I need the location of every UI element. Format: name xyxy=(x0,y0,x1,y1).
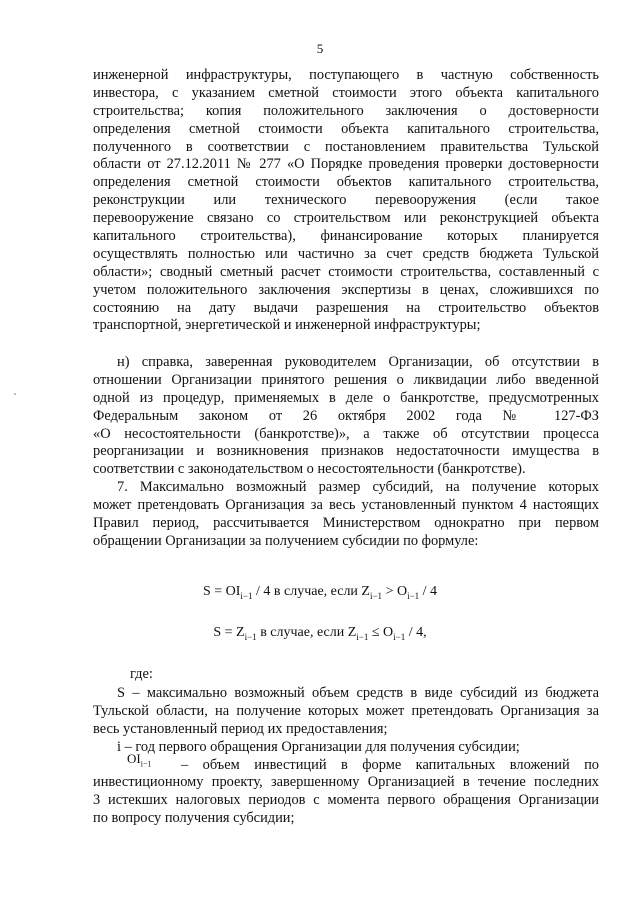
text-line: может претендовать Организация за весь установленный пунктом 4 настоящих xyxy=(93,497,599,514)
formula-subscript: i−1 xyxy=(393,631,406,642)
text-line: весь установленный период их предоставления; xyxy=(93,720,388,737)
formula-subscript: i−1 xyxy=(244,631,257,642)
paragraph-infrastructure-documents xyxy=(93,67,599,335)
paragraph-definitions xyxy=(93,685,599,828)
text-line: i – год первого обращения Организации для получения субсидии; xyxy=(117,738,520,755)
text-line: инвестора, с указанием сметной стоимости этого объекта капитального xyxy=(93,84,599,101)
text-line: соответствии с законодательством о несостоятельности (банкротстве). xyxy=(93,461,526,478)
oi-symbol xyxy=(127,750,151,774)
text-line: перевооружение связано со строительством или реконструкцией объекта xyxy=(93,210,599,227)
text-line: одной из процедур, применяемых в деле о банкротстве, предусмотренных xyxy=(93,389,599,406)
text-line: строительства; копия положительного заключения о достоверности xyxy=(93,102,599,119)
text-line: транспортной, энергетической и инженерной инфраструктуры; xyxy=(93,317,481,334)
text-line: осуществлять полностью или частично за счет средств бюджета Тульской xyxy=(93,245,599,262)
formula-part: ≤ O xyxy=(368,625,394,640)
text-line: области от 27.12.2011 № 277 «О Порядке проведения проверки достоверности xyxy=(93,156,599,173)
scan-speck xyxy=(14,393,16,395)
text-line: капитального строительства), финансирование которых планируется xyxy=(93,228,599,245)
text-line: определения сметной стоимости объектов капитального строительства, xyxy=(93,174,599,191)
formula-subscript: i−1 xyxy=(356,631,369,642)
formula-subsidy-case-1 xyxy=(0,584,640,601)
page-number: 5 xyxy=(316,41,324,56)
where-label: где: xyxy=(130,666,153,682)
text-line-content: – объем инвестиций в форме капитальных вложений по xyxy=(181,756,599,773)
text-line: определения сметной стоимости объекта капитального строительства, xyxy=(93,120,599,137)
text-line: 3 истекших налоговых периодов с момента первого обращения Организации xyxy=(93,792,599,809)
text-line: обращении Организации за получением субсидии по формуле: xyxy=(93,532,479,549)
text-line: реконструкции или технического перевооружения (если такое xyxy=(93,192,599,209)
formula-subscript: i−1 xyxy=(240,590,253,601)
text-line: 7. Максимально возможный размер субсидий, на получение которых xyxy=(117,479,599,496)
text-line: реорганизации и возникновения признаков недостаточности имущества в xyxy=(93,443,599,460)
formula-part: в случае, если Z xyxy=(256,625,357,640)
text-line: учетом положительного заключения экспертизы в ценах, сложившихся по xyxy=(93,281,599,298)
text-line: Федеральным законом от 26 октября 2002 года № 127-ФЗ xyxy=(93,407,599,424)
text-line: области»; сводный сметный расчет стоимости строительства, составленный с xyxy=(93,263,599,280)
text-line-oi-definition xyxy=(93,750,599,775)
text-line: н) справка, заверенная руководителем Организации, об отсутствии в xyxy=(117,354,599,370)
formula-part: / 4 xyxy=(419,584,438,599)
text-line: инвестиционному проекту, завершенному Организацией в течение последних xyxy=(93,774,599,791)
text-line: инженерной инфраструктуры, поступающего в частную собственность xyxy=(93,67,599,83)
text-line: Правил период, рассчитывается Министерством однократно при первом xyxy=(93,515,599,532)
formula-part: S = OI xyxy=(202,584,241,599)
formula-part: / 4, xyxy=(405,625,427,640)
formula-subscript: i−1 xyxy=(407,590,420,601)
oi-symbol-base: OI xyxy=(127,750,141,766)
text-line: «О несостоятельности (банкротстве)», а также об отсутствии процесса xyxy=(93,425,599,442)
formula-subsidy-case-2 xyxy=(0,625,640,642)
text-line: по вопросу получения субсидии; xyxy=(93,810,295,827)
text-line: S – максимально возможный объем средств в виде субсидий из бюджета xyxy=(117,685,599,701)
oi-symbol-subscript: i−1 xyxy=(140,759,152,769)
formula-part: / 4 в случае, если Z xyxy=(252,584,370,599)
formula-subscript: i−1 xyxy=(369,590,383,601)
text-line: отношении Организации принятого решения о ликвидации либо введенной xyxy=(93,371,599,388)
text-line: Тульской области, на получение которых может претендовать Организация за xyxy=(93,702,599,719)
formula-part: S = Z xyxy=(213,625,245,640)
paragraph-bankruptcy-and-clause-7 xyxy=(93,354,599,551)
text-line: полученного в соответствии с постановлением правительства Тульской xyxy=(93,138,599,155)
text-line: состоянию на дату выдачи разрешения на строительство объектов xyxy=(93,299,599,316)
formula-part: > O xyxy=(382,584,408,599)
